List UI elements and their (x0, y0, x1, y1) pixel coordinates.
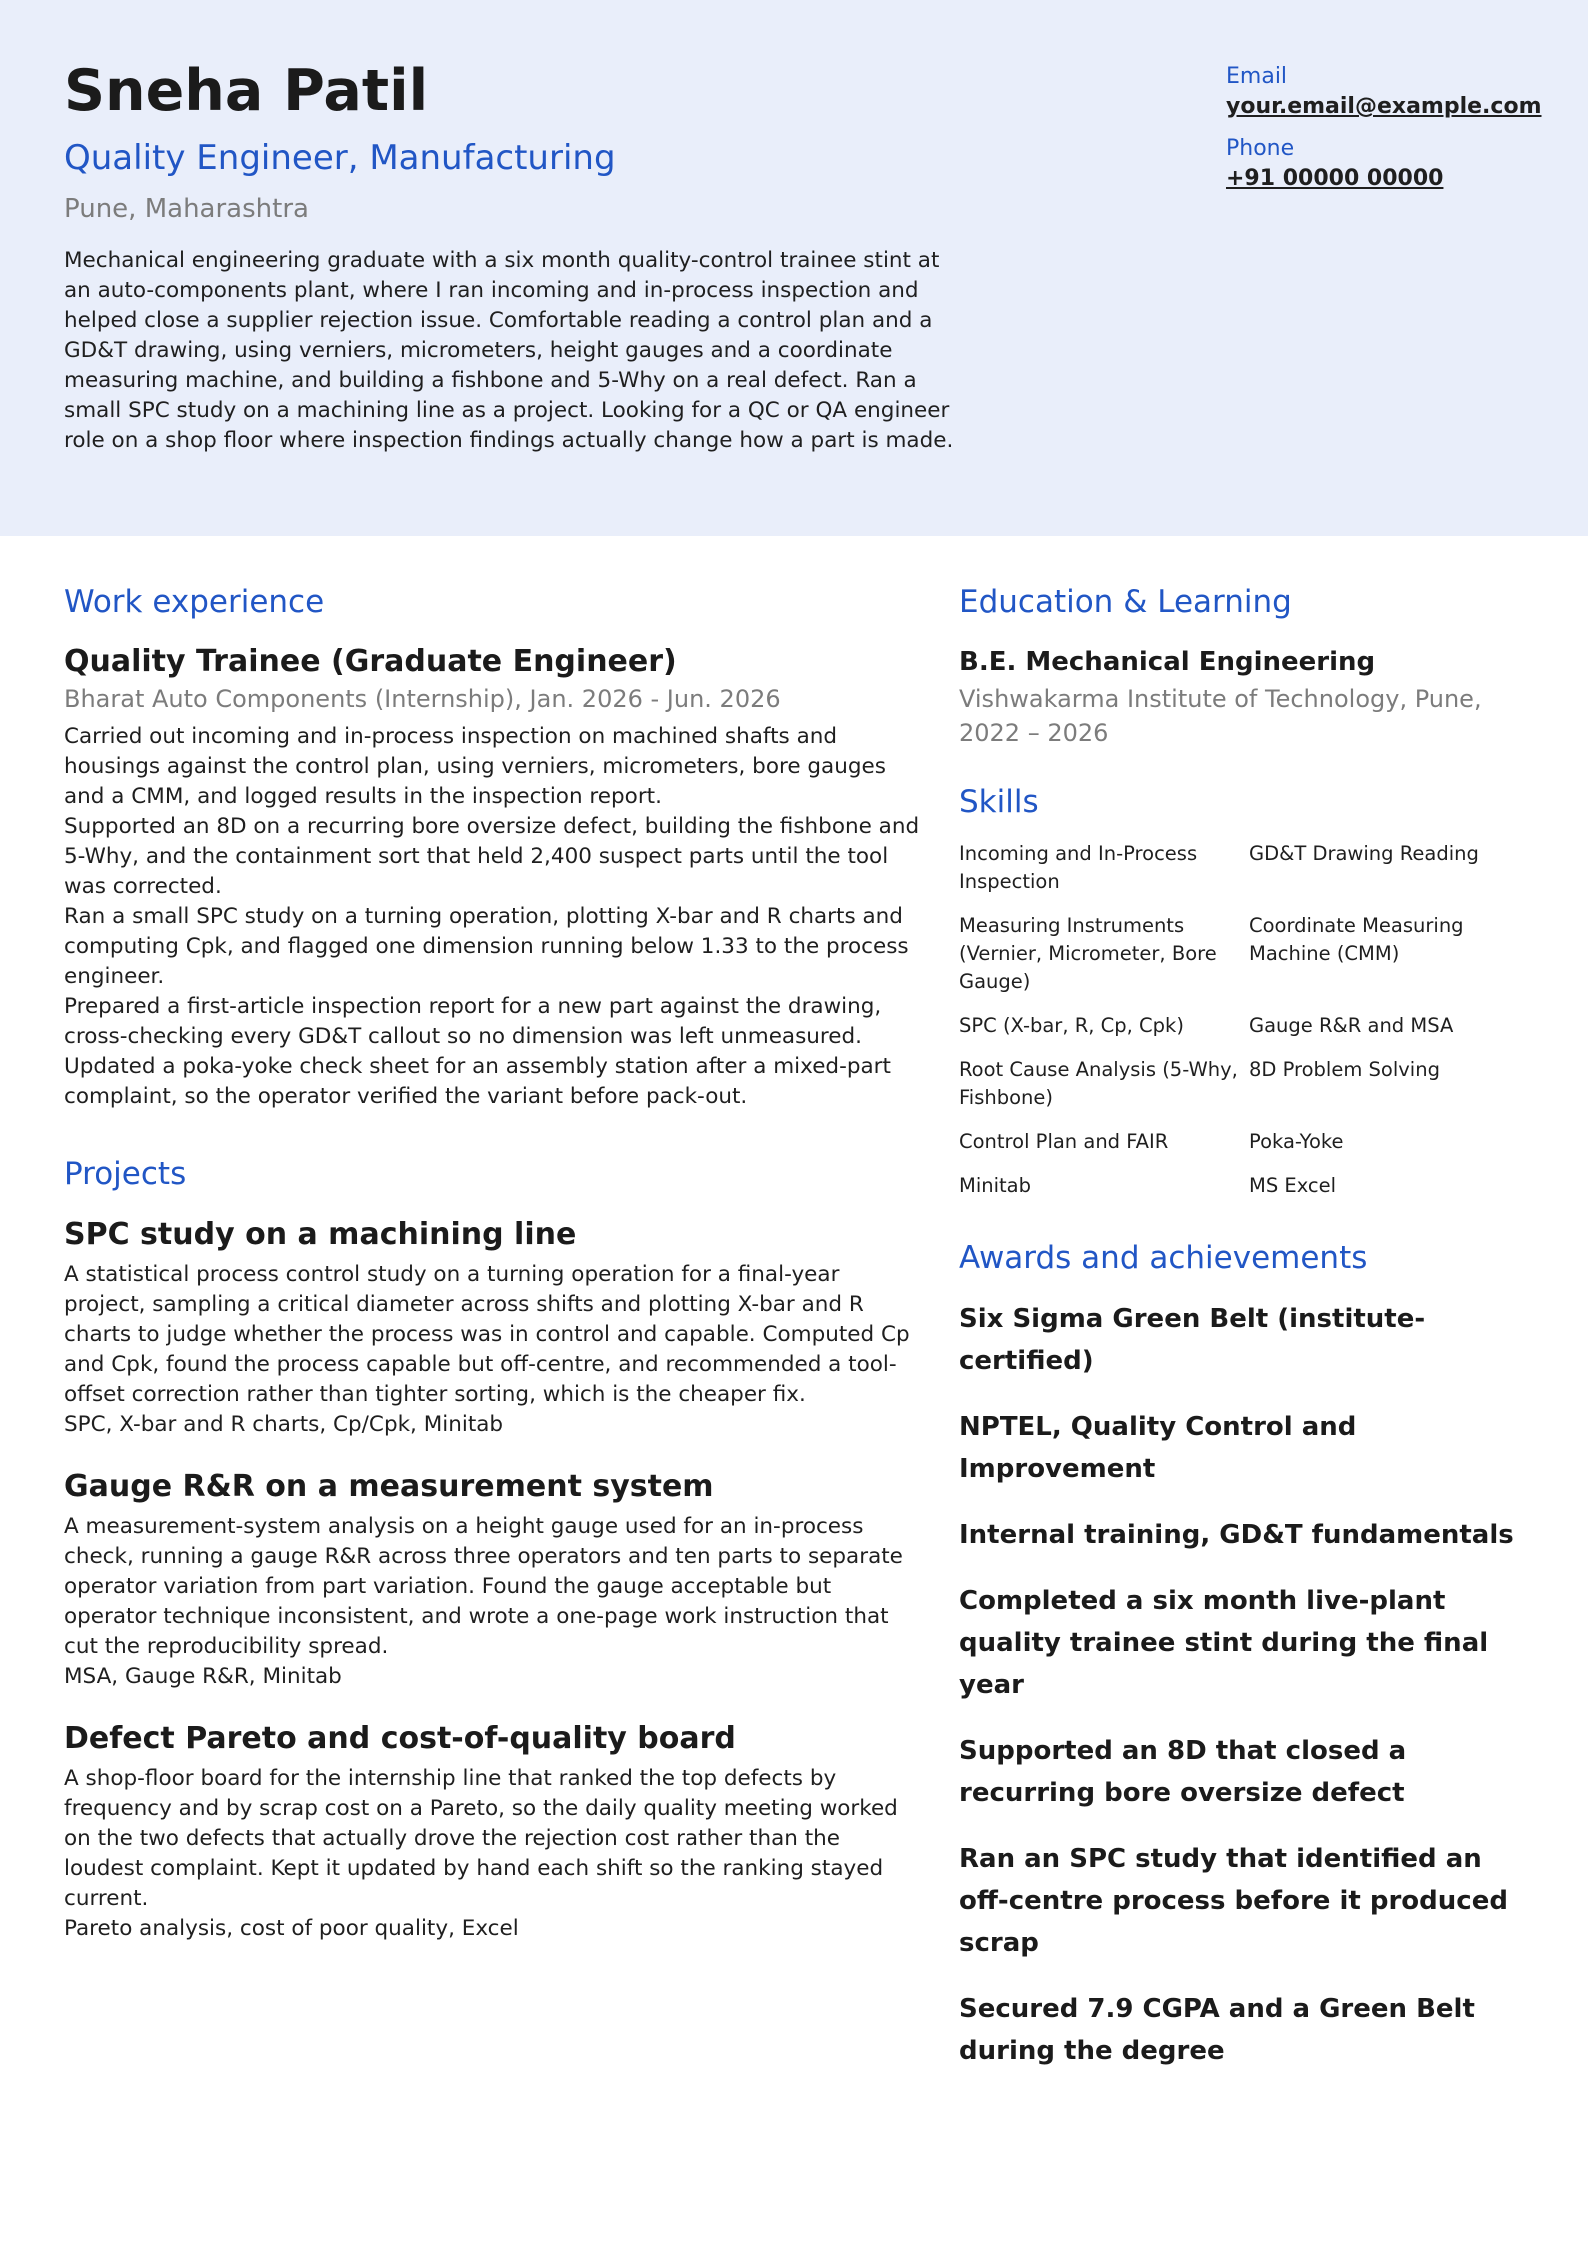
award-item: Ran an SPC study that identified an off-centre process before it produced scrap (959, 1844, 1508, 1958)
contact-block (1226, 62, 1566, 206)
skill-item: Minitab (959, 1174, 1031, 1197)
skill-item: Gauge R&R and MSA (1249, 1014, 1454, 1037)
skill-item: MS Excel (1249, 1174, 1337, 1197)
project-description: A statistical process control study on a turning operation for a final-year project, sampling a critical diameter across shifts and plotting X-bar and R charts to judge whether the process was in control and capable. Computed Cp and Cpk, found the process capable but off-centre, and recommended a tool-offset correction rather than tighter sorting, which is the cheaper fix. (64, 1262, 910, 1407)
awards-heading: Awards and achievements (959, 1240, 1368, 1276)
skill-item: Control Plan and FAIR (959, 1130, 1169, 1153)
skill-item: Measuring Instruments (Vernier, Micrometer, Bore Gauge) (959, 914, 1217, 993)
skill-item: SPC (X-bar, R, Cp, Cpk) (959, 1014, 1184, 1037)
award-item: Secured 7.9 CGPA and a Green Belt during the degree (959, 1994, 1475, 2066)
skill-item: Incoming and In-Process Inspection (959, 842, 1198, 893)
left-column (64, 580, 924, 1970)
project-item (64, 1718, 924, 1944)
header-band (0, 0, 1588, 536)
profile-summary: Mechanical engineering graduate with a six month quality-control trainee stint at an auto-components plant, where I ran incoming and in-process inspection and helped close a supplier rejection issue. Comfortable reading a control plan and a GD&T drawing, using verniers, micrometers, height gauges and a coordinate measuring machine, and building a fishbone and 5-Why on a real defect. Ran a small SPC study on a machining line as a project. Looking for a QC or QA engineer role on a shop floor where inspection findings actually change how a part is made. (64, 248, 954, 453)
right-column (959, 580, 1529, 2096)
award-item: Completed a six month live-plant quality trainee stint during the final year (959, 1586, 1489, 1700)
project-item (64, 1466, 924, 1692)
job-bullet: Supported an 8D on a recurring bore oversize defect, building the fishbone and 5-Why, and the containment sort that held 2,400 suspect parts until the tool was corrected. (64, 814, 920, 899)
candidate-location: Pune, Maharashtra (64, 194, 309, 224)
email-link[interactable]: your.email@example.com (1226, 94, 1542, 119)
award-item: Internal training, GD&T fundamentals (959, 1520, 1514, 1550)
award-item: Supported an 8D that closed a recurring bore oversize defect (959, 1736, 1407, 1808)
phone-label: Phone (1226, 136, 1295, 161)
job-title: Quality Trainee (Graduate Engineer) (64, 644, 677, 679)
project-description: A shop-floor board for the internship line that ranked the top defects by frequency and by scrap cost on a Pareto, so the daily quality meeting worked on the two defects that actually drove the rejection cost rather than the loudest complaint. Kept it updated by hand each shift so the ranking stayed current. (64, 1766, 898, 1911)
candidate-name: Sneha Patil (64, 58, 429, 124)
degree: B.E. Mechanical Engineering (959, 647, 1376, 677)
job-bullet: Prepared a first-article inspection report for a new part against the drawing, cross-checking every GD&T callout so no dimension was left unmeasured. (64, 994, 882, 1049)
project-title: SPC study on a machining line (64, 1217, 577, 1252)
award-item: Six Sigma Green Belt (institute-certified) (959, 1304, 1426, 1376)
project-tools: Pareto analysis, cost of poor quality, Excel (64, 1916, 519, 1941)
email-label: Email (1226, 64, 1288, 89)
project-tools: MSA, Gauge R&R, Minitab (64, 1664, 342, 1689)
skills-grid (959, 840, 1529, 1200)
education-heading: Education & Learning (959, 584, 1292, 620)
candidate-role: Quality Engineer, Manufacturing (64, 138, 616, 178)
project-title: Defect Pareto and cost-of-quality board (64, 1721, 736, 1756)
project-title: Gauge R&R on a measurement system (64, 1469, 714, 1504)
job-meta: Bharat Auto Components (Internship), Jan. 2026 - Jun. 2026 (64, 685, 781, 713)
project-item (64, 1214, 924, 1440)
skill-item: Poka-Yoke (1249, 1130, 1344, 1153)
job-bullet: Ran a small SPC study on a turning operation, plotting X-bar and R charts and computing Cpk, and flagged one dimension running below 1.33 to the process engineer. (64, 904, 909, 989)
skills-heading: Skills (959, 784, 1039, 820)
skill-item: 8D Problem Solving (1249, 1058, 1440, 1081)
skill-item: Coordinate Measuring Machine (CMM) (1249, 914, 1464, 965)
job-bullets (64, 722, 924, 1112)
phone-link[interactable]: +91 00000 00000 (1226, 166, 1444, 191)
job-bullet: Carried out incoming and in-process inspection on machined shafts and housings against the control plan, using verniers, micrometers, bore gauges and a CMM, and logged results in the inspection report. (64, 724, 886, 809)
institute: Vishwakarma Institute of Technology, Pune, 2022 – 2026 (959, 685, 1482, 747)
skill-item: GD&T Drawing Reading (1249, 842, 1479, 865)
skill-item: Root Cause Analysis (5-Why, Fishbone) (959, 1058, 1238, 1109)
award-item: NPTEL, Quality Control and Improvement (959, 1412, 1357, 1484)
work-experience-heading: Work experience (64, 584, 325, 620)
project-tools: SPC, X-bar and R charts, Cp/Cpk, Minitab (64, 1412, 504, 1437)
job-bullet: Updated a poka-yoke check sheet for an assembly station after a mixed-part complaint, so the operator verified the variant before pack-out. (64, 1054, 891, 1109)
awards-list (959, 1298, 1529, 2072)
project-description: A measurement-system analysis on a height gauge used for an in-process check, running a gauge R&R across three operators and ten parts to separate operator variation from part variation. Found the gauge acceptable but operator technique inconsistent, and wrote a one-page work instruction that cut the reproducibility spread. (64, 1514, 903, 1659)
projects-heading: Projects (64, 1156, 187, 1192)
